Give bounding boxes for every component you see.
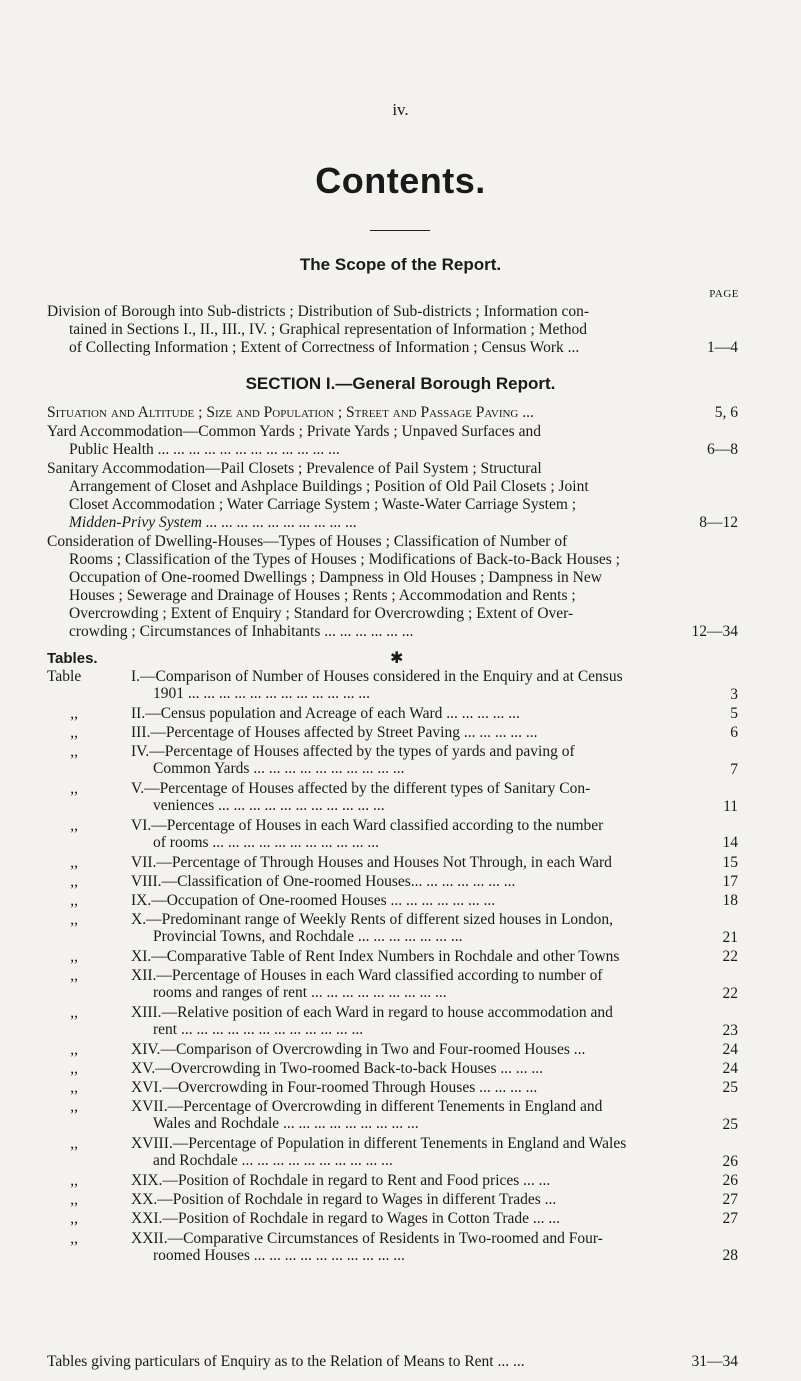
table-title: —Percentage of Houses in each Ward classified according to number of: [156, 967, 603, 985]
table-row-prefix: ,,: [47, 1135, 78, 1153]
section-entry-sanitary: [47, 460, 737, 532]
table-title: —Position of Rochdale in regard to Rent and Food prices ... ...: [162, 1172, 551, 1189]
table-row-text: [131, 1098, 731, 1132]
table-number: IV.: [131, 743, 150, 761]
table-row-text: [131, 668, 731, 702]
table-row: [47, 817, 737, 852]
table-row: [47, 743, 737, 778]
page-column-label: PAGE: [709, 288, 739, 300]
table-row-prefix: ,,: [47, 948, 78, 965]
entry-line: Yard Accommodation—Common Yards ; Private Yards ; Unpaved Surfaces and: [47, 423, 541, 440]
entry-pages: 12—34: [691, 623, 738, 640]
table-row-prefix: ,,: [47, 743, 78, 761]
table-page: 3: [730, 685, 738, 703]
table-number: XVIII.: [131, 1135, 173, 1153]
entry-line: Public Health ... ... ... ... ... ... ... ... ... ... ... ...: [69, 441, 340, 458]
title-rule: [370, 230, 430, 231]
table-row-text: [131, 1230, 731, 1264]
table-row: [47, 1041, 737, 1059]
table-title: —Percentage of Houses affected by the different types of Sanitary Con-: [144, 780, 591, 797]
table-row-text: [131, 1079, 731, 1096]
entry-pages: 8—12: [699, 514, 738, 531]
entry-line: Houses ; Sewerage and Drainage of Houses ; Rents ; Accommodation and Rents ;: [69, 587, 576, 604]
table-row-text: [131, 1060, 731, 1077]
table-page: 17: [722, 872, 738, 890]
table-page: 27: [722, 1210, 738, 1228]
table-title: —Relative position of each Ward in regard to house accommodation and: [161, 1004, 613, 1021]
section-heading: SECTION I.—General Borough Report.: [245, 374, 556, 393]
table-page: 14: [722, 834, 738, 852]
table-title: —Comparative Circumstances of Residents in Two-roomed and Four-: [167, 1229, 603, 1247]
table-row-prefix: ,,: [47, 816, 78, 834]
table-row-text: [131, 1172, 731, 1189]
table-title-continued: Common Yards ... ... ... ... ... ... ... ... ... ...: [153, 760, 405, 778]
entry-line: crowding ; Circumstances of Inhabitants ... ... ... ... ... ...: [69, 623, 414, 640]
entry-line: Sanitary Accommodation—Pail Closets ; Prevalence of Pail System ; Structural: [47, 460, 542, 477]
page-number: iv.: [392, 100, 409, 119]
table-number: XIV.: [131, 1040, 161, 1058]
table-row-text: [131, 1135, 731, 1169]
table-row-prefix: ,,: [47, 1172, 78, 1189]
scope-line: of Collecting Information ; Extent of Correctness of Information ; Census Work ...: [69, 339, 580, 356]
table-row: [47, 1172, 737, 1190]
section-entry-yard: [47, 423, 737, 459]
table-number: IX.: [131, 892, 152, 909]
table-page: 25: [722, 1116, 738, 1133]
table-title: —Percentage of Houses affected by the types of yards and paving of: [149, 743, 575, 761]
table-row-text: [131, 1041, 731, 1058]
table-row-text: [131, 817, 731, 851]
scope-pages: 1—4: [707, 339, 738, 356]
entry-line: Midden-Privy System ... ... ... ... ... ... ... ... ... ...: [69, 514, 357, 531]
table-row-prefix: ,,: [47, 1060, 78, 1077]
table-number: XVII.: [131, 1098, 168, 1116]
table-row-prefix: ,,: [47, 911, 78, 929]
entry-line: Overcrowding ; Extent of Enquiry ; Standard for Overcrowding ; Extent of Over-: [69, 605, 574, 622]
table-page: 21: [722, 928, 738, 946]
table-row-prefix: ,,: [47, 1210, 78, 1228]
table-page: 27: [722, 1191, 738, 1209]
table-row-text: [131, 705, 731, 722]
table-row-prefix: ,,: [47, 967, 78, 985]
scope-heading: The Scope of the Report.: [299, 255, 502, 274]
table-title: —Classification of One-roomed Houses... ... ... ... ... ... ...: [161, 872, 516, 890]
table-row: [47, 668, 737, 703]
table-row: [47, 705, 737, 723]
table-page: 7: [730, 760, 738, 778]
entry-line: Arrangement of Closet and Ashplace Buildings ; Position of Old Pail Closets ; Joint: [69, 478, 589, 495]
table-row-text: [131, 873, 731, 890]
table-title: —Census population and Acreage of each Ward ... ... ... ... ...: [145, 704, 520, 722]
scope-line: tained in Sections I., II., III., IV. ; Graphical representation of Information ; Method: [69, 321, 587, 338]
table-row: [47, 1079, 737, 1097]
table-page: 5: [730, 704, 738, 722]
table-title: —Percentage of Through Houses and Houses Not Through, in each Ward: [156, 853, 612, 871]
table-page: 28: [722, 1247, 738, 1265]
entry-line: Rooms ; Classification of the Types of Houses ; Modifications of Back-to-Back Houses ;: [69, 551, 620, 568]
table-row: [47, 854, 737, 872]
table-row-text: [131, 780, 731, 814]
tables-heading: Tables.: [47, 650, 98, 667]
table-title: —Overcrowding in Four-roomed Through Houses ... ... ... ...: [162, 1079, 538, 1097]
entry-line: Closet Accommodation ; Water Carriage System ; Waste-Water Carriage System ;: [69, 496, 577, 513]
table-row: [47, 948, 737, 966]
table-row: [47, 1004, 737, 1039]
table-row-prefix: Table: [47, 668, 82, 685]
table-page: 6: [730, 724, 738, 741]
table-page: 22: [722, 948, 738, 965]
table-number: XIX.: [131, 1172, 163, 1189]
table-title: —Overcrowding in Two-roomed Back-to-back Houses ... ... ...: [155, 1060, 544, 1077]
table-row: [47, 1230, 737, 1265]
table-page: 26: [722, 1152, 738, 1170]
table-title-continued: veniences ... ... ... ... ... ... ... ... ... ... ...: [153, 797, 385, 814]
table-page: 25: [722, 1079, 738, 1097]
table-number: X.: [131, 911, 147, 929]
table-number: V.: [131, 780, 145, 797]
table-number: XI.: [131, 948, 152, 965]
scope-entry: [47, 303, 737, 357]
entry-line: Consideration of Dwelling-Houses—Types of Houses ; Classification of Number of: [47, 533, 568, 550]
table-page: 26: [722, 1172, 738, 1189]
table-number: XXII.: [131, 1229, 168, 1247]
final-pages: 31—34: [691, 1353, 738, 1370]
table-number: XXI.: [131, 1210, 163, 1228]
table-row: [47, 780, 737, 815]
table-row-prefix: ,,: [47, 1004, 78, 1021]
table-row-prefix: ,,: [47, 872, 78, 890]
table-title-continued: roomed Houses ... ... ... ... ... ... ... ... ... ...: [153, 1246, 405, 1264]
table-title: —Occupation of One-roomed Houses ... ... ... ... ... ... ...: [151, 892, 496, 909]
table-title: —Comparison of Number of Houses considered in the Enquiry and at Census: [140, 668, 623, 685]
table-row-text: [131, 724, 731, 741]
table-row-prefix: ,,: [47, 780, 78, 797]
table-title: —Percentage of Houses affected by Street Paving ... ... ... ... ...: [150, 724, 538, 741]
table-title-continued: of rooms ... ... ... ... ... ... ... ... ... ... ...: [153, 833, 380, 851]
table-title: —Percentage of Houses in each Ward classified according to the number: [151, 816, 604, 834]
table-number: VII.: [131, 853, 157, 871]
table-page: 11: [723, 797, 738, 815]
entry-pages: 5, 6: [714, 404, 738, 421]
table-row-text: [131, 1191, 731, 1208]
table-title-continued: Wales and Rochdale ... ... ... ... ... ... ... ... ...: [153, 1115, 419, 1133]
table-row-text: [131, 1004, 731, 1038]
table-title-continued: Provincial Towns, and Rochdale ... ... ... ... ... ... ...: [153, 928, 463, 946]
table-row-prefix: ,,: [47, 1191, 78, 1209]
table-page: 24: [722, 1060, 738, 1077]
table-page: 24: [722, 1040, 738, 1058]
table-title-continued: and Rochdale ... ... ... ... ... ... ... ... ... ...: [153, 1152, 393, 1170]
table-row: [47, 1191, 737, 1209]
table-number: XIII.: [131, 1004, 162, 1021]
table-number: XX.: [131, 1191, 158, 1209]
table-number: VI.: [131, 816, 152, 834]
section-entry-situation: [47, 404, 737, 422]
table-page: 18: [722, 892, 738, 909]
table-row-prefix: ,,: [47, 704, 78, 722]
table-row: [47, 911, 737, 946]
table-title-continued: 1901 ... ... ... ... ... ... ... ... ... ... ... ...: [153, 685, 370, 702]
table-number: XII.: [131, 967, 157, 985]
table-row: [47, 967, 737, 1002]
table-row-text: [131, 967, 731, 1001]
scope-line: Division of Borough into Sub-districts ; Distribution of Sub-districts ; Information con-: [47, 303, 590, 320]
entry-line: Situation and Altitude ; Size and Population ; Street and Passage Paving ...: [47, 404, 534, 421]
table-title: —Position of Rochdale in regard to Wages in Cotton Trade ... ...: [162, 1210, 560, 1228]
tables-final-entry: [47, 1353, 737, 1371]
entry-pages: 6—8: [707, 441, 738, 458]
table-row: [47, 724, 737, 742]
table-row-prefix: ,,: [47, 1079, 78, 1097]
table-number: I.: [131, 668, 141, 685]
table-row: [47, 892, 737, 910]
table-number: XV.: [131, 1060, 156, 1077]
table-row-text: [131, 948, 731, 965]
table-number: II.: [131, 704, 146, 722]
table-page: 23: [722, 1021, 738, 1039]
table-title-continued: rooms and ranges of rent ... ... ... ... ... ... ... ... ...: [153, 984, 447, 1002]
page-title: Contents.: [315, 160, 486, 201]
entry-line: Occupation of One-roomed Dwellings ; Dampness in Old Houses ; Dampness in New: [69, 569, 602, 586]
table-row-text: [131, 854, 731, 871]
section-entry-dwelling: [47, 533, 737, 641]
table-row-text: [131, 1210, 731, 1227]
table-row-prefix: ,,: [47, 724, 78, 741]
table-row: [47, 873, 737, 891]
table-number: VIII.: [131, 872, 162, 890]
table-row-prefix: ,,: [47, 892, 78, 909]
table-row: [47, 1210, 737, 1228]
table-title: —Predominant range of Weekly Rents of different sized houses in London,: [146, 911, 614, 929]
table-page: 22: [722, 984, 738, 1002]
table-row-text: [131, 911, 731, 945]
table-row: [47, 1060, 737, 1078]
table-row-prefix: ,,: [47, 1229, 78, 1247]
table-row: [47, 1098, 737, 1133]
table-row-text: [131, 892, 731, 909]
table-title: —Percentage of Overcrowding in different Tenements in England and: [167, 1098, 603, 1116]
table-row-prefix: ,,: [47, 1098, 78, 1116]
table-title: —Comparative Table of Rent Index Numbers in Rochdale and other Towns: [151, 948, 620, 965]
table-title: —Percentage of Population in different Tenements in England and Wales: [172, 1135, 627, 1153]
table-row-prefix: ,,: [47, 1040, 78, 1058]
table-row: [47, 1135, 737, 1170]
table-number: XVI.: [131, 1079, 163, 1097]
table-row-text: [131, 743, 731, 777]
table-number: III.: [131, 724, 151, 741]
final-line: Tables giving particulars of Enquiry as to the Relation of Means to Rent ... ...: [47, 1353, 525, 1370]
asterisk-mark-icon: ✱: [390, 650, 404, 667]
table-title-continued: rent ... ... ... ... ... ... ... ... ... ... ... ...: [153, 1021, 364, 1038]
table-title: —Position of Rochdale in regard to Wages in different Trades ...: [157, 1191, 557, 1209]
table-row-prefix: ,,: [47, 853, 78, 871]
table-page: 15: [722, 853, 738, 871]
table-title: —Comparison of Overcrowding in Two and Four-roomed Houses ...: [160, 1040, 586, 1058]
